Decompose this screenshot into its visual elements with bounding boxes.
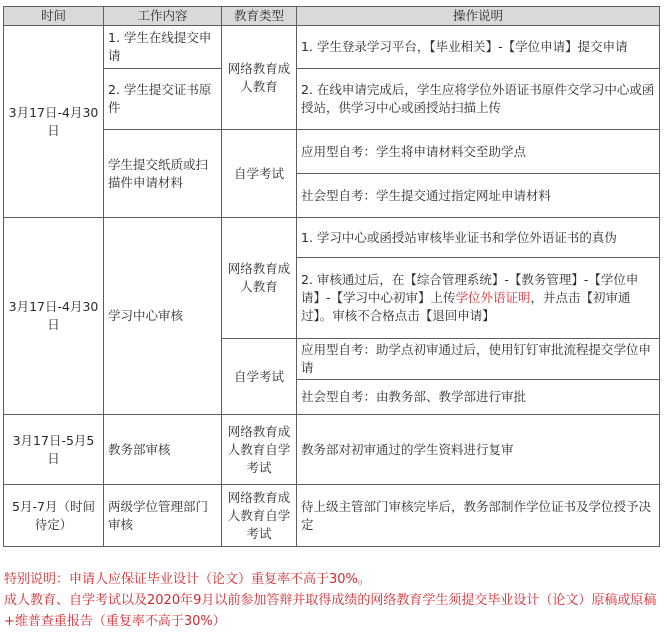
- table-row: [4, 26, 660, 69]
- header-type: 教育类型: [222, 7, 297, 26]
- schedule-table: [3, 6, 660, 547]
- r2-type-net: 网络教育成人教育: [222, 218, 297, 339]
- r2-type-self: 自学考试: [222, 339, 297, 415]
- r3-time: 3月17日-5月5日: [4, 415, 104, 485]
- r1-op1: 1. 学生登录学习平台，【毕业相关】-【学位申请】提交申请: [297, 26, 660, 69]
- r4-op: 待上级主管部门审核完毕后，教务部制作学位证书及学位授予决定: [297, 485, 660, 547]
- table-header-row: [4, 7, 660, 26]
- note-line-2: 成人教育、自学考试以及2020年9月以前参加答辩并取得成绩的网络教育学生须提交毕业设计（论文）原稿或原稿+维普查重报告（重复率不高于30%）: [4, 593, 657, 629]
- r1-op2: 2. 在线申请完成后，学生应将学位外语证书原件交学习中心或函授站，供学习中心或函授站扫描上传: [297, 69, 660, 130]
- r2-op2: [297, 258, 660, 339]
- r2-content: 学习中心审核: [104, 218, 222, 415]
- r1-content-a: 1. 学生在线提交申请: [104, 26, 222, 69]
- r2-op4: 社会型自考：由教务部、教学部进行审批: [297, 380, 660, 415]
- r3-op: 教务部对初审通过的学生资料进行复审: [297, 415, 660, 485]
- r3-content: 教务部审核: [104, 415, 222, 485]
- r2-op2-highlight: 学位外语证明: [455, 290, 531, 305]
- table-row: [4, 218, 660, 258]
- r1-op3: 应用型自考：学生将申请材料交至助学点: [297, 130, 660, 174]
- r1-type-self: 自学考试: [222, 130, 297, 218]
- special-notes: [4, 569, 664, 632]
- header-operation: 操作说明: [297, 7, 660, 26]
- note-line-1: 特别说明：申请人应保证毕业设计（论文）重复率不高于30%。: [4, 572, 371, 587]
- r1-content-c: 学生提交纸质或扫描件申请材料: [104, 130, 222, 218]
- r2-op3: 应用型自考：助学点初审通过后，使用钉钉审批流程提交学位申请: [297, 339, 660, 380]
- header-content: 工作内容: [104, 7, 222, 26]
- r4-type: 网络教育成人教育自学考试: [222, 485, 297, 547]
- table-row: [4, 485, 660, 547]
- r1-type-net: 网络教育成人教育: [222, 26, 297, 130]
- r2-time: 3月17日-4月30日: [4, 218, 104, 415]
- r3-type: 网络教育成人教育自学考试: [222, 415, 297, 485]
- r1-time: 3月17日-4月30日: [4, 26, 104, 218]
- r1-content-b: 2. 学生提交证书原件: [104, 69, 222, 130]
- r2-op2-text: 2. 审核通过后，在【综合管理系统】-【教务管理】-【学位申请】-【学习中心初审】上传: [301, 272, 639, 305]
- r1-op4: 社会型自考：学生提交通过指定网址申请材料: [297, 174, 660, 218]
- r2-op1: 1. 学习中心或函授站审核毕业证书和学位外语证书的真伪: [297, 218, 660, 258]
- r4-content: 两级学位管理部门审核: [104, 485, 222, 547]
- header-time: 时间: [4, 7, 104, 26]
- r4-time: 5月-7月（时间待定）: [4, 485, 104, 547]
- table-row: [4, 415, 660, 485]
- r2-op2-text-end: ，并点击【初审通过】。审核不合格点击【退回申请】: [301, 290, 631, 323]
